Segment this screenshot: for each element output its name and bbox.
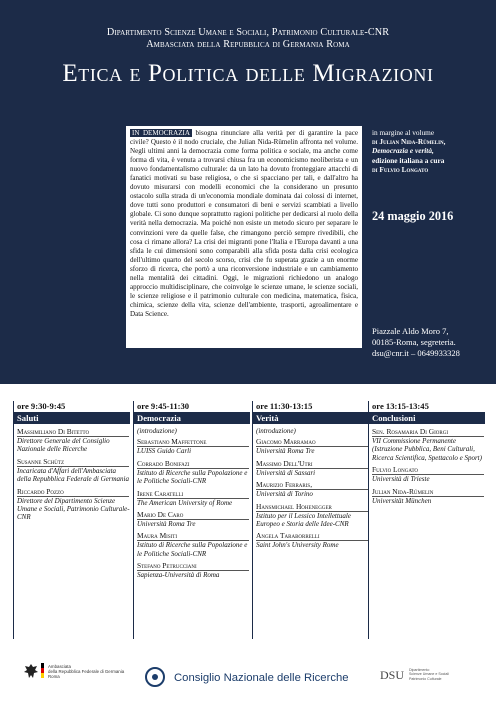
speaker-affiliation: Incaricata d'Affari dell'Ambasciata della Repubblica Federale di Germania [17, 466, 129, 484]
speaker-affiliation: Università di Sassari [256, 468, 316, 477]
speaker [372, 487, 485, 505]
speaker [256, 531, 369, 549]
cnr-logo-icon [145, 667, 165, 687]
speaker-name: Giacomo Marramao [256, 437, 368, 447]
organizer-line-2: Ambasciata della Repubblica di Germania Roma [146, 39, 350, 50]
speaker-name: Sebastiano Maffettone [137, 437, 249, 447]
book-note-line-1: in margine al volume [372, 128, 435, 137]
book-title: Democrazia e verità, [372, 146, 434, 156]
embassy-line-3: Roma [48, 674, 60, 680]
cnr-logo-text: Consiglio Nazionale delle Ricerche [174, 672, 349, 684]
book-note [372, 128, 492, 174]
speaker [137, 489, 250, 507]
german-embassy-logo-text [48, 664, 124, 680]
event-date: 24 maggio 2016 [372, 209, 454, 223]
speaker [256, 437, 369, 455]
speaker-name: Mario De Caro [137, 510, 249, 520]
speaker [137, 531, 250, 558]
speaker-affiliation: The American University of Rome [137, 498, 233, 507]
organizers [0, 27, 496, 51]
speaker [137, 561, 250, 579]
embassy-line-1: Ambasciata [48, 664, 71, 669]
speaker-name: Maura Misiti [137, 531, 249, 541]
speaker-name: Irene Caratelli [137, 489, 249, 499]
session-column [368, 401, 485, 639]
logo-bar [0, 660, 496, 709]
speaker-name: Maurizio Ferraris, [256, 480, 368, 490]
speaker [137, 510, 250, 528]
dsu-logo: DSU [380, 668, 405, 682]
speaker [17, 427, 130, 454]
speaker-affiliation: Direttore del Dipartimento Scienze Umane e Sociali, Patrimonio Culturale-CNR [17, 496, 130, 522]
speaker-name: Corrado Bonifazi [137, 459, 249, 469]
program [0, 401, 496, 641]
session-time: ore 9:45-11:30 [133, 401, 250, 412]
session-heading: Verità [252, 412, 369, 424]
session-time: ore 13:15-13:45 [368, 401, 485, 412]
book-note-line-5: di Fulvio Longato [372, 164, 429, 174]
session-time: ore 11:30-13:15 [252, 401, 369, 412]
speaker-affiliation: VII Commissione Permanente (Istruzione Pubblica, Beni Culturali, Ricerca Scientifica, Spettacolo e Sport) [372, 437, 482, 462]
speaker [137, 459, 250, 486]
speaker [17, 457, 130, 484]
speaker-list [252, 424, 369, 639]
speaker-affiliation: Direttore Generale del Consiglio Nazionale delle Ricerche [17, 437, 110, 454]
speaker-affiliation: Universität München [372, 496, 432, 505]
speaker [372, 427, 485, 462]
speaker-name: Hansmichael Hohenegger [256, 502, 368, 512]
speaker-affiliation: Istituto di Ricerche sulla Popolazione e le Politiche Sociali-CNR [137, 541, 248, 558]
abstract-text: bisogna rinunciare alla verità per di garantire la pace civile? Questo è il nodo cruciale, che Julian Nida-Rümelin affronta nel volume. Negli ultimi anni la democrazia come forma politica e sociale, ma anche come forma di vita, è venuta a trovarsi chiusa fra un economicismo neoliberista e un nuovo fondamentalismo culturale: da un lato ha dovuto fronteggiare attacchi di fanatici motivati su base religiosa, o che si spacciano per tali, e dall'altro ha dovuto misurarsi con modelli economici che la considerano un presunto ostacolo sulla strada di un'economia mondiale dominata dai colossi di internet, dove tutti sono produttori e consumatori di beni e servizi scambiati a livello globale. Ci sono dunque soprattutto ragioni politiche per dedicarsi al ruolo della verità nella democrazia. Ma poiché non esiste un metodo sicuro per separare le convinzioni vere da quelle false, che rimangono perciò sempre rivedibili, che cosa ci rimane allora? La crisi dei migranti pone l'Italia e l'Europa davanti a una sfida le cui dimensioni sono comparabili alla sfida posta dalla crisi ecologica dell'ultimo quarto del secolo scorso, crisi che fu superata grazie a un enorme sforzo di ricerca, che portò a una riconversione industriale e un cambiamento nella mentalità dei cittadini. Oggi, le migrazioni richiedono un analogo approccio multidisciplinare, che coinvolge le scienze umane, le scienze sociali, le scienze religiose e il patrimonio culturale con medicina, matematica, fisica, chimica, scienze della vita, scienze dell'ambiente, trasporti, agroalimentare e Data Science. [130, 129, 358, 318]
speaker [17, 487, 130, 522]
speaker-name: Massimiliano Di Bitetto [17, 427, 129, 437]
dsu-line-3: Patrimonio Culturale [409, 676, 442, 681]
session-intro: (introduzione) [137, 427, 177, 435]
dsu-line-2: Scienze Umane e Sociali [409, 672, 449, 677]
speaker-name: Angela Taraborrelli [256, 531, 368, 541]
speaker-name: Fulvio Longato [372, 465, 484, 475]
speaker-affiliation: Università di Torino [256, 490, 313, 499]
address-line-2: 00185-Roma, segreteria. [372, 337, 456, 348]
speaker-name: Susanne Schütz [17, 457, 129, 467]
speaker-affiliation: Sapienza-Università di Roma [137, 571, 220, 580]
address-line-1: Piazzale Aldo Moro 7, [372, 326, 449, 336]
speaker-list [13, 424, 130, 639]
organizer-line-1: Dipartimento Scienze Umane e Sociali, Patrimonio Culturale-CNR [106, 27, 390, 38]
book-note-line-2: di Julian Nida-Rümelin, [372, 137, 446, 147]
speaker-list [368, 424, 485, 639]
book-note-line-4: edizione italiana a cura [372, 155, 445, 165]
speaker [256, 459, 369, 477]
speaker-name: Massimo Dell'Utri [256, 459, 368, 469]
abstract-lead: IN DEMOCRAZIA [132, 129, 190, 137]
dsu-line-1: Dipartimento [409, 668, 430, 672]
speaker-name: Stefano Petrucciani [137, 561, 249, 571]
speaker-list [133, 424, 250, 639]
abstract-box [126, 126, 362, 348]
event-title: Etica e Politica delle Migrazioni [62, 60, 434, 87]
speaker-affiliation: Università di Trieste [372, 475, 430, 484]
speaker-name: Sen. Rosamaria Di Giorgi [372, 427, 484, 437]
speaker-affiliation: LUISS Guido Carli [137, 447, 192, 456]
speaker [256, 502, 369, 529]
dsu-logo-text [409, 668, 449, 681]
speaker [256, 480, 369, 498]
speaker-affiliation: Università Roma Tre [137, 520, 196, 529]
embassy-line-2: della Repubblica Federale di Germania [48, 669, 125, 675]
speaker [372, 465, 485, 483]
speaker [137, 437, 250, 455]
session-heading: Saluti [13, 412, 130, 424]
contact-line: dsu@cnr.it – 0649933328 [372, 348, 460, 359]
speaker-affiliation: Istituto di Ricerche sulla Popolazione e le Politiche Sociali-CNR [137, 468, 248, 486]
session-time: ore 9:30-9:45 [13, 401, 130, 412]
session-heading: Democrazia [133, 412, 250, 424]
speaker-affiliation: Istituto per il Lessico Intellettuale Europeo e Storia delle Idee-CNR [256, 511, 351, 529]
session-column [252, 401, 369, 639]
venue [372, 326, 460, 360]
german-eagle-icon [23, 663, 39, 679]
flag-stripe [41, 673, 44, 678]
speaker-name: Riccardo Pozzo [17, 487, 129, 497]
speaker-name: Julian Nida-Rümelin [372, 487, 484, 497]
session-column [133, 401, 250, 639]
session-heading: Conclusioni [368, 412, 485, 424]
german-flag-icon [41, 663, 44, 678]
speaker-affiliation: Saint John's University Rome [256, 541, 339, 550]
session-intro: (introduzione) [256, 427, 296, 435]
session-column [13, 401, 130, 639]
speaker-affiliation: Università Roma Tre [256, 447, 315, 456]
